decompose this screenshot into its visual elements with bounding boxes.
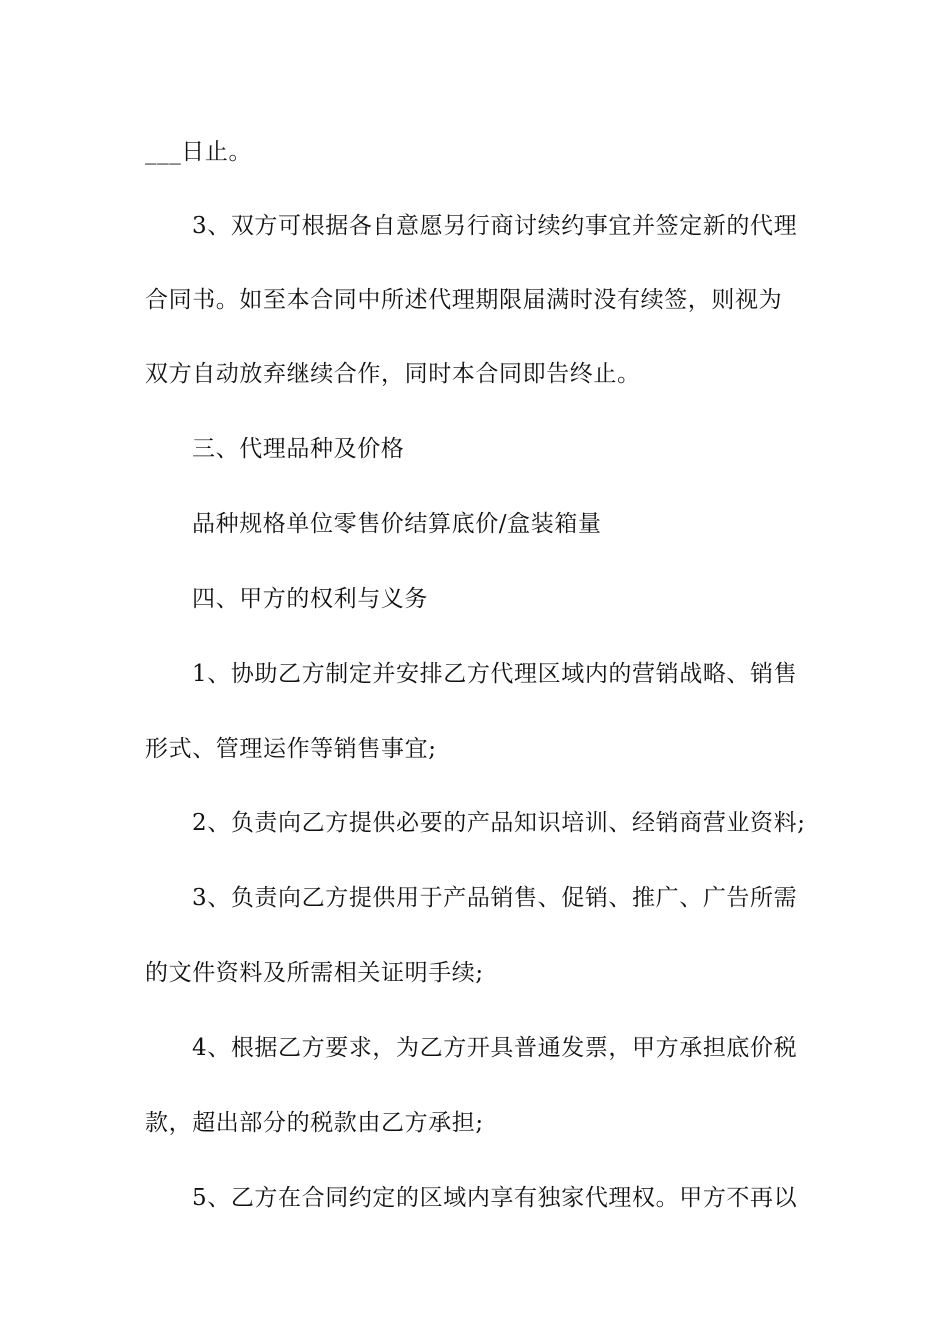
text-line-item-1-end: 形式、管理运作等销售事宜; bbox=[145, 736, 437, 762]
text-line-item-2: 2、负责向乙方提供必要的产品知识培训、经销商营业资料; bbox=[192, 810, 806, 836]
text-line-item-3-start: 3、负责向乙方提供用于产品销售、促销、推广、广告所需 bbox=[192, 885, 798, 911]
section-heading-products: 三、代理品种及价格 bbox=[192, 436, 405, 462]
text-line-clause-3-end: 双方自动放弃继续合作，同时本合同即告终止。 bbox=[145, 361, 641, 387]
text-line-clause-3-start: 3、双方可根据各自意愿另行商讨续约事宜并签定新的代理 bbox=[192, 213, 798, 239]
text-line-item-5-start: 5、乙方在合同约定的区域内享有独家代理权。甲方不再以 bbox=[192, 1185, 798, 1211]
text-line-product-header: 品种规格单位零售价结算底价/盒装箱量 bbox=[192, 511, 602, 537]
text-line-item-3-end: 的文件资料及所需相关证明手续; bbox=[145, 960, 484, 986]
text-line-item-1-start: 1、协助乙方制定并安排乙方代理区域内的营销战略、销售 bbox=[192, 661, 798, 687]
text-line-clause-3-cont: 合同书。如至本合同中所述代理期限届满时没有续签，则视为 bbox=[145, 287, 783, 313]
text-line-item-4-start: 4、根据乙方要求，为乙方开具普通发票，甲方承担底价税 bbox=[192, 1035, 798, 1061]
text-line-item-4-end: 款，超出部分的税款由乙方承担; bbox=[145, 1110, 484, 1136]
section-heading-party-a: 四、甲方的权利与义务 bbox=[192, 586, 428, 612]
text-line-date-end: ___日止。 bbox=[145, 139, 253, 165]
